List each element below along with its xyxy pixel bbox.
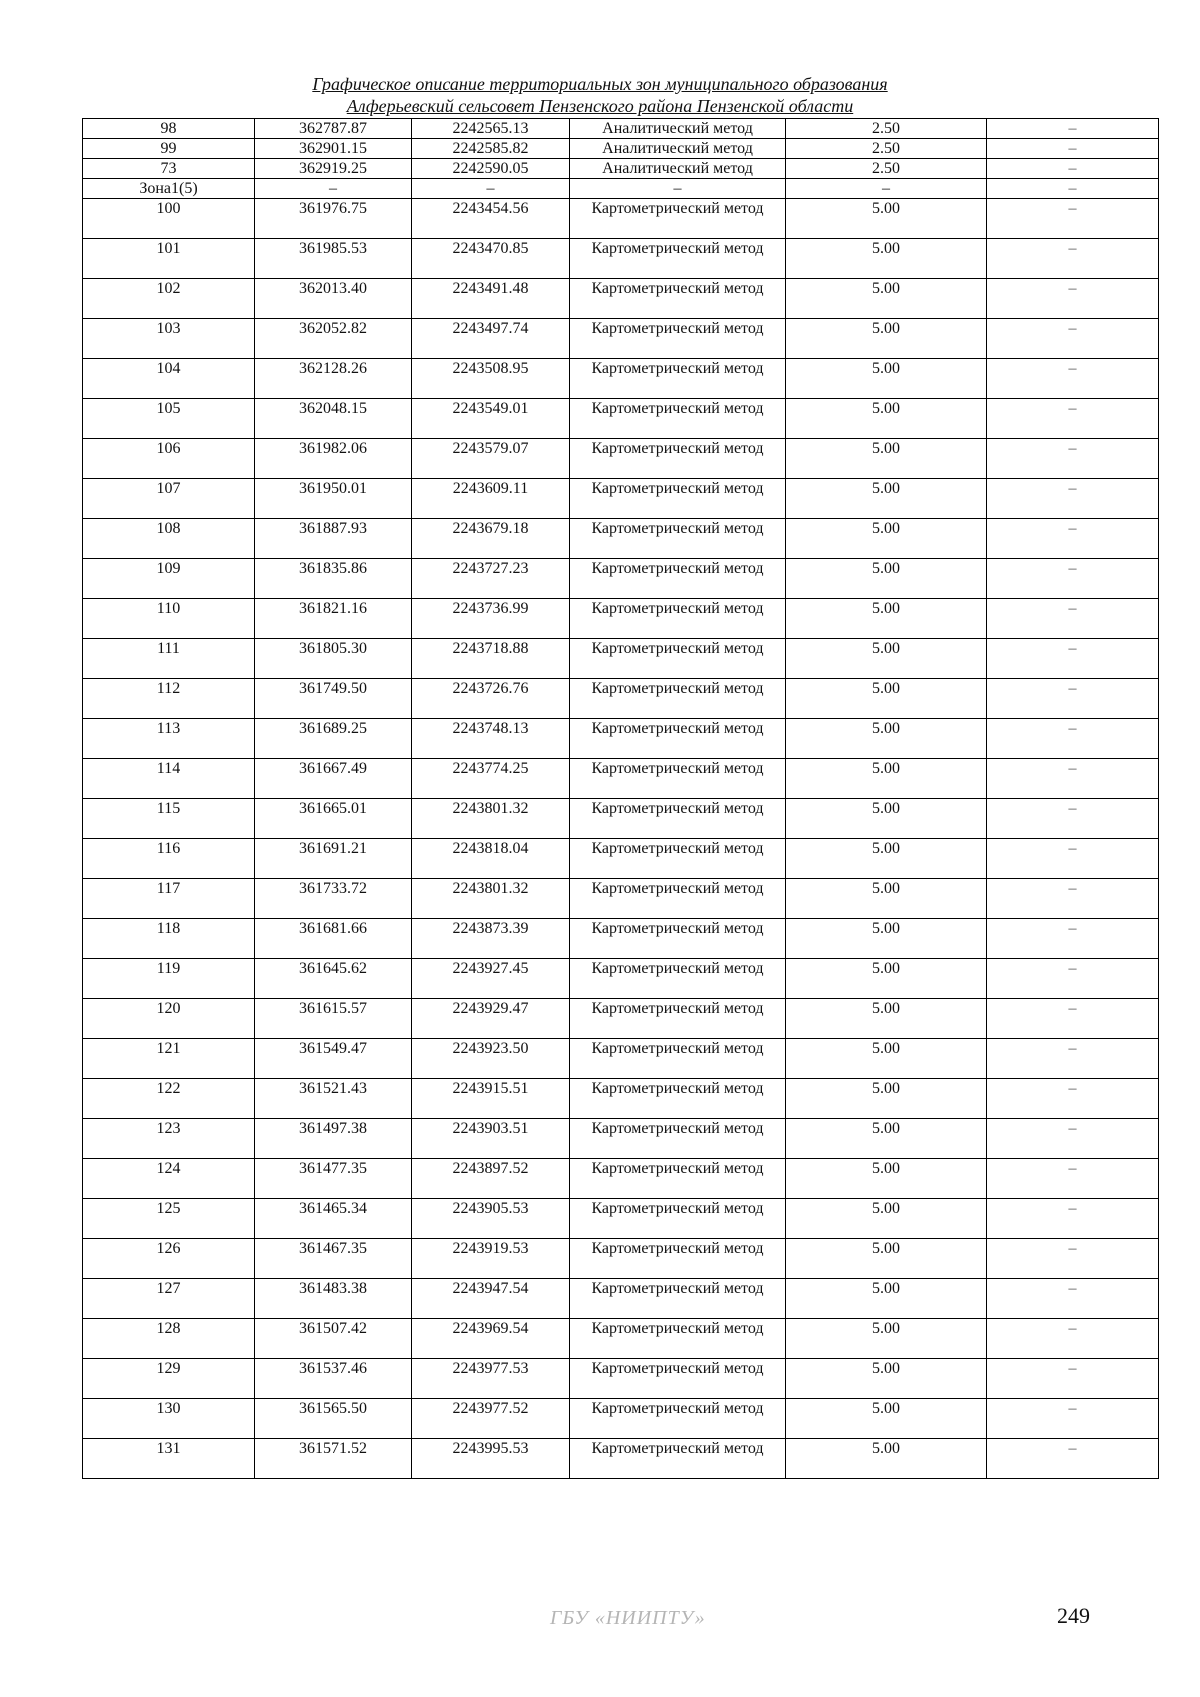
cell-method: Картометрический метод xyxy=(570,959,786,999)
cell-point-number: Зона1(5) xyxy=(83,179,255,199)
cell-point-number: 105 xyxy=(83,399,255,439)
cell-method: Картометрический метод xyxy=(570,839,786,879)
cell-accuracy: 5.00 xyxy=(786,919,987,959)
table-row xyxy=(83,1319,1159,1359)
cell-point-number: 123 xyxy=(83,1119,255,1159)
cell-point-number: 125 xyxy=(83,1199,255,1239)
cell-accuracy: 5.00 xyxy=(786,519,987,559)
cell-x-coordinate: 361821.16 xyxy=(255,599,412,639)
cell-point-number: 110 xyxy=(83,599,255,639)
cell-x-coordinate: 361691.21 xyxy=(255,839,412,879)
cell-x-coordinate: 362919.25 xyxy=(255,159,412,179)
cell-point-number: 73 xyxy=(83,159,255,179)
table-row xyxy=(83,179,1159,199)
cell-x-coordinate: 361835.86 xyxy=(255,559,412,599)
cell-y-coordinate: 2243903.51 xyxy=(412,1119,570,1159)
cell-note: – xyxy=(987,679,1159,719)
cell-method: Картометрический метод xyxy=(570,1319,786,1359)
cell-method: Картометрический метод xyxy=(570,799,786,839)
cell-y-coordinate: 2242590.05 xyxy=(412,159,570,179)
cell-y-coordinate: 2243969.54 xyxy=(412,1319,570,1359)
cell-note: – xyxy=(987,239,1159,279)
cell-point-number: 112 xyxy=(83,679,255,719)
cell-note: – xyxy=(987,1279,1159,1319)
table-row xyxy=(83,639,1159,679)
cell-x-coordinate: 361749.50 xyxy=(255,679,412,719)
cell-x-coordinate: 361689.25 xyxy=(255,719,412,759)
cell-method: Картометрический метод xyxy=(570,919,786,959)
table-row xyxy=(83,359,1159,399)
cell-x-coordinate: 362052.82 xyxy=(255,319,412,359)
cell-method: Аналитический метод xyxy=(570,139,786,159)
cell-accuracy: 5.00 xyxy=(786,559,987,599)
cell-note: – xyxy=(987,759,1159,799)
cell-method: Картометрический метод xyxy=(570,1239,786,1279)
cell-x-coordinate: 361681.66 xyxy=(255,919,412,959)
cell-y-coordinate: 2242585.82 xyxy=(412,139,570,159)
cell-note: – xyxy=(987,119,1159,139)
table-row xyxy=(83,199,1159,239)
cell-x-coordinate: 361507.42 xyxy=(255,1319,412,1359)
cell-accuracy: 5.00 xyxy=(786,1199,987,1239)
table-row xyxy=(83,279,1159,319)
cell-note: – xyxy=(987,1199,1159,1239)
table-row xyxy=(83,919,1159,959)
cell-method: Картометрический метод xyxy=(570,719,786,759)
cell-note: – xyxy=(987,159,1159,179)
cell-accuracy: 5.00 xyxy=(786,239,987,279)
cell-y-coordinate: 2243726.76 xyxy=(412,679,570,719)
cell-x-coordinate: 361667.49 xyxy=(255,759,412,799)
cell-x-coordinate: 361497.38 xyxy=(255,1119,412,1159)
cell-x-coordinate: 361467.35 xyxy=(255,1239,412,1279)
cell-y-coordinate: 2243748.13 xyxy=(412,719,570,759)
cell-x-coordinate: – xyxy=(255,179,412,199)
cell-point-number: 115 xyxy=(83,799,255,839)
cell-note: – xyxy=(987,479,1159,519)
cell-note: – xyxy=(987,439,1159,479)
table-row xyxy=(83,1439,1159,1479)
cell-accuracy: 5.00 xyxy=(786,999,987,1039)
cell-y-coordinate: 2243977.53 xyxy=(412,1359,570,1399)
cell-x-coordinate: 362128.26 xyxy=(255,359,412,399)
cell-x-coordinate: 361985.53 xyxy=(255,239,412,279)
cell-accuracy: 5.00 xyxy=(786,1439,987,1479)
cell-accuracy: 2.50 xyxy=(786,119,987,139)
cell-accuracy: 5.00 xyxy=(786,1359,987,1399)
cell-accuracy: 5.00 xyxy=(786,1119,987,1159)
cell-accuracy: 5.00 xyxy=(786,839,987,879)
cell-accuracy: 5.00 xyxy=(786,1079,987,1119)
page-number: 249 xyxy=(1057,1603,1090,1628)
cell-method: Картометрический метод xyxy=(570,879,786,919)
cell-method: Картометрический метод xyxy=(570,439,786,479)
cell-accuracy: 5.00 xyxy=(786,279,987,319)
cell-point-number: 111 xyxy=(83,639,255,679)
cell-x-coordinate: 361565.50 xyxy=(255,1399,412,1439)
cell-method: Картометрический метод xyxy=(570,999,786,1039)
cell-note: – xyxy=(987,319,1159,359)
cell-y-coordinate: 2243897.52 xyxy=(412,1159,570,1199)
table-row xyxy=(83,1079,1159,1119)
cell-y-coordinate: 2243508.95 xyxy=(412,359,570,399)
cell-point-number: 128 xyxy=(83,1319,255,1359)
cell-y-coordinate: 2243727.23 xyxy=(412,559,570,599)
cell-accuracy: 5.00 xyxy=(786,199,987,239)
cell-point-number: 98 xyxy=(83,119,255,139)
cell-x-coordinate: 362013.40 xyxy=(255,279,412,319)
cell-point-number: 102 xyxy=(83,279,255,319)
cell-x-coordinate: 361571.52 xyxy=(255,1439,412,1479)
table-row xyxy=(83,1239,1159,1279)
cell-y-coordinate: 2243915.51 xyxy=(412,1079,570,1119)
table-row xyxy=(83,959,1159,999)
cell-accuracy: 5.00 xyxy=(786,1159,987,1199)
cell-y-coordinate: 2243818.04 xyxy=(412,839,570,879)
cell-accuracy: 5.00 xyxy=(786,959,987,999)
cell-x-coordinate: 361733.72 xyxy=(255,879,412,919)
cell-point-number: 121 xyxy=(83,1039,255,1079)
cell-method: Картометрический метод xyxy=(570,359,786,399)
cell-point-number: 131 xyxy=(83,1439,255,1479)
cell-method: Картометрический метод xyxy=(570,1159,786,1199)
cell-method: Картометрический метод xyxy=(570,1199,786,1239)
table-row xyxy=(83,479,1159,519)
cell-accuracy: 2.50 xyxy=(786,139,987,159)
table-row xyxy=(83,1399,1159,1439)
cell-point-number: 109 xyxy=(83,559,255,599)
cell-note: – xyxy=(987,1359,1159,1399)
cell-accuracy: 5.00 xyxy=(786,599,987,639)
cell-y-coordinate: 2243919.53 xyxy=(412,1239,570,1279)
cell-point-number: 126 xyxy=(83,1239,255,1279)
cell-point-number: 100 xyxy=(83,199,255,239)
cell-point-number: 119 xyxy=(83,959,255,999)
cell-point-number: 117 xyxy=(83,879,255,919)
cell-y-coordinate: 2243549.01 xyxy=(412,399,570,439)
table-row xyxy=(83,1359,1159,1399)
cell-note: – xyxy=(987,399,1159,439)
cell-y-coordinate: 2243497.74 xyxy=(412,319,570,359)
cell-accuracy: 5.00 xyxy=(786,679,987,719)
table-row xyxy=(83,799,1159,839)
cell-method: Картометрический метод xyxy=(570,759,786,799)
cell-accuracy: 5.00 xyxy=(786,639,987,679)
cell-y-coordinate: 2243905.53 xyxy=(412,1199,570,1239)
cell-y-coordinate: 2243718.88 xyxy=(412,639,570,679)
cell-point-number: 122 xyxy=(83,1079,255,1119)
cell-point-number: 106 xyxy=(83,439,255,479)
table-row xyxy=(83,159,1159,179)
cell-y-coordinate: 2243454.56 xyxy=(412,199,570,239)
cell-accuracy: 5.00 xyxy=(786,399,987,439)
cell-x-coordinate: 361483.38 xyxy=(255,1279,412,1319)
coordinates-table xyxy=(82,118,1159,1479)
cell-accuracy: 5.00 xyxy=(786,759,987,799)
cell-note: – xyxy=(987,139,1159,159)
cell-note: – xyxy=(987,799,1159,839)
table-row xyxy=(83,1159,1159,1199)
cell-y-coordinate: – xyxy=(412,179,570,199)
cell-method: Картометрический метод xyxy=(570,559,786,599)
cell-point-number: 103 xyxy=(83,319,255,359)
header-title-line-1: Графическое описание территориальных зон муниципального образования xyxy=(312,74,888,94)
table-row xyxy=(83,879,1159,919)
cell-y-coordinate: 2243774.25 xyxy=(412,759,570,799)
cell-method: Картометрический метод xyxy=(570,519,786,559)
cell-method: Картометрический метод xyxy=(570,279,786,319)
cell-accuracy: 5.00 xyxy=(786,479,987,519)
table-row xyxy=(83,679,1159,719)
table-row xyxy=(83,719,1159,759)
cell-y-coordinate: 2243609.11 xyxy=(412,479,570,519)
cell-point-number: 108 xyxy=(83,519,255,559)
cell-point-number: 116 xyxy=(83,839,255,879)
cell-point-number: 107 xyxy=(83,479,255,519)
cell-y-coordinate: 2243929.47 xyxy=(412,999,570,1039)
cell-note: – xyxy=(987,919,1159,959)
cell-method: Аналитический метод xyxy=(570,119,786,139)
table-row xyxy=(83,119,1159,139)
cell-method: Картометрический метод xyxy=(570,679,786,719)
cell-y-coordinate: 2243801.32 xyxy=(412,879,570,919)
cell-method: Картометрический метод xyxy=(570,199,786,239)
cell-y-coordinate: 2243736.99 xyxy=(412,599,570,639)
cell-method: – xyxy=(570,179,786,199)
cell-y-coordinate: 2243801.32 xyxy=(412,799,570,839)
cell-note: – xyxy=(987,359,1159,399)
cell-x-coordinate: 361950.01 xyxy=(255,479,412,519)
cell-accuracy: 5.00 xyxy=(786,879,987,919)
cell-note: – xyxy=(987,559,1159,599)
cell-x-coordinate: 361537.46 xyxy=(255,1359,412,1399)
cell-point-number: 104 xyxy=(83,359,255,399)
cell-accuracy: 5.00 xyxy=(786,1279,987,1319)
cell-method: Картометрический метод xyxy=(570,1279,786,1319)
cell-x-coordinate: 361887.93 xyxy=(255,519,412,559)
cell-point-number: 118 xyxy=(83,919,255,959)
cell-x-coordinate: 361805.30 xyxy=(255,639,412,679)
coordinates-table-body xyxy=(83,119,1159,1479)
cell-accuracy: 5.00 xyxy=(786,719,987,759)
cell-note: – xyxy=(987,179,1159,199)
cell-note: – xyxy=(987,1399,1159,1439)
cell-x-coordinate: 362787.87 xyxy=(255,119,412,139)
cell-x-coordinate: 361521.43 xyxy=(255,1079,412,1119)
cell-y-coordinate: 2243923.50 xyxy=(412,1039,570,1079)
cell-note: – xyxy=(987,279,1159,319)
cell-note: – xyxy=(987,1119,1159,1159)
cell-accuracy: 5.00 xyxy=(786,1039,987,1079)
cell-y-coordinate: 2243679.18 xyxy=(412,519,570,559)
cell-note: – xyxy=(987,719,1159,759)
cell-accuracy: – xyxy=(786,179,987,199)
cell-note: – xyxy=(987,599,1159,639)
cell-point-number: 130 xyxy=(83,1399,255,1439)
header-title-line-2: Алферьевский сельсовет Пензенского района Пензенской области xyxy=(346,96,854,116)
cell-point-number: 113 xyxy=(83,719,255,759)
table-row xyxy=(83,759,1159,799)
cell-method: Картометрический метод xyxy=(570,1079,786,1119)
cell-y-coordinate: 2243470.85 xyxy=(412,239,570,279)
cell-y-coordinate: 2243947.54 xyxy=(412,1279,570,1319)
cell-note: – xyxy=(987,959,1159,999)
cell-note: – xyxy=(987,199,1159,239)
table-row xyxy=(83,439,1159,479)
cell-x-coordinate: 361465.34 xyxy=(255,1199,412,1239)
cell-method: Картометрический метод xyxy=(570,1359,786,1399)
cell-accuracy: 5.00 xyxy=(786,319,987,359)
cell-note: – xyxy=(987,839,1159,879)
cell-x-coordinate: 361477.35 xyxy=(255,1159,412,1199)
cell-y-coordinate: 2243927.45 xyxy=(412,959,570,999)
cell-method: Картометрический метод xyxy=(570,479,786,519)
cell-y-coordinate: 2243491.48 xyxy=(412,279,570,319)
cell-point-number: 127 xyxy=(83,1279,255,1319)
table-row xyxy=(83,239,1159,279)
cell-method: Картометрический метод xyxy=(570,1039,786,1079)
cell-method: Картометрический метод xyxy=(570,319,786,359)
cell-method: Картометрический метод xyxy=(570,1439,786,1479)
cell-point-number: 124 xyxy=(83,1159,255,1199)
cell-note: – xyxy=(987,999,1159,1039)
cell-method: Картометрический метод xyxy=(570,599,786,639)
cell-note: – xyxy=(987,1319,1159,1359)
cell-method: Картометрический метод xyxy=(570,1399,786,1439)
table-row xyxy=(83,999,1159,1039)
cell-method: Аналитический метод xyxy=(570,159,786,179)
table-row xyxy=(83,1279,1159,1319)
table-row xyxy=(83,319,1159,359)
document-header xyxy=(0,73,1200,117)
cell-accuracy: 5.00 xyxy=(786,799,987,839)
cell-method: Картометрический метод xyxy=(570,239,786,279)
table-row xyxy=(83,559,1159,599)
cell-note: – xyxy=(987,1439,1159,1479)
cell-x-coordinate: 361645.62 xyxy=(255,959,412,999)
cell-accuracy: 5.00 xyxy=(786,1239,987,1279)
cell-x-coordinate: 361615.57 xyxy=(255,999,412,1039)
cell-note: – xyxy=(987,879,1159,919)
cell-method: Картометрический метод xyxy=(570,1119,786,1159)
table-row xyxy=(83,599,1159,639)
table-row xyxy=(83,139,1159,159)
cell-note: – xyxy=(987,1079,1159,1119)
cell-accuracy: 2.50 xyxy=(786,159,987,179)
cell-x-coordinate: 361976.75 xyxy=(255,199,412,239)
cell-point-number: 99 xyxy=(83,139,255,159)
cell-accuracy: 5.00 xyxy=(786,359,987,399)
cell-x-coordinate: 361665.01 xyxy=(255,799,412,839)
table-row xyxy=(83,1039,1159,1079)
cell-y-coordinate: 2243579.07 xyxy=(412,439,570,479)
cell-accuracy: 5.00 xyxy=(786,439,987,479)
cell-method: Картометрический метод xyxy=(570,639,786,679)
footer-organization: ГБУ «НИИПТУ» xyxy=(550,1607,706,1629)
cell-x-coordinate: 361549.47 xyxy=(255,1039,412,1079)
table-row xyxy=(83,839,1159,879)
cell-point-number: 101 xyxy=(83,239,255,279)
cell-method: Картометрический метод xyxy=(570,399,786,439)
cell-x-coordinate: 361982.06 xyxy=(255,439,412,479)
table-row xyxy=(83,1119,1159,1159)
cell-note: – xyxy=(987,519,1159,559)
table-row xyxy=(83,1199,1159,1239)
table-row xyxy=(83,519,1159,559)
table-row xyxy=(83,399,1159,439)
cell-note: – xyxy=(987,1239,1159,1279)
cell-note: – xyxy=(987,1159,1159,1199)
cell-point-number: 120 xyxy=(83,999,255,1039)
cell-x-coordinate: 362048.15 xyxy=(255,399,412,439)
cell-point-number: 114 xyxy=(83,759,255,799)
cell-accuracy: 5.00 xyxy=(786,1319,987,1359)
cell-accuracy: 5.00 xyxy=(786,1399,987,1439)
cell-y-coordinate: 2243873.39 xyxy=(412,919,570,959)
cell-point-number: 129 xyxy=(83,1359,255,1399)
cell-note: – xyxy=(987,639,1159,679)
cell-x-coordinate: 362901.15 xyxy=(255,139,412,159)
cell-y-coordinate: 2243977.52 xyxy=(412,1399,570,1439)
cell-note: – xyxy=(987,1039,1159,1079)
cell-y-coordinate: 2243995.53 xyxy=(412,1439,570,1479)
cell-y-coordinate: 2242565.13 xyxy=(412,119,570,139)
